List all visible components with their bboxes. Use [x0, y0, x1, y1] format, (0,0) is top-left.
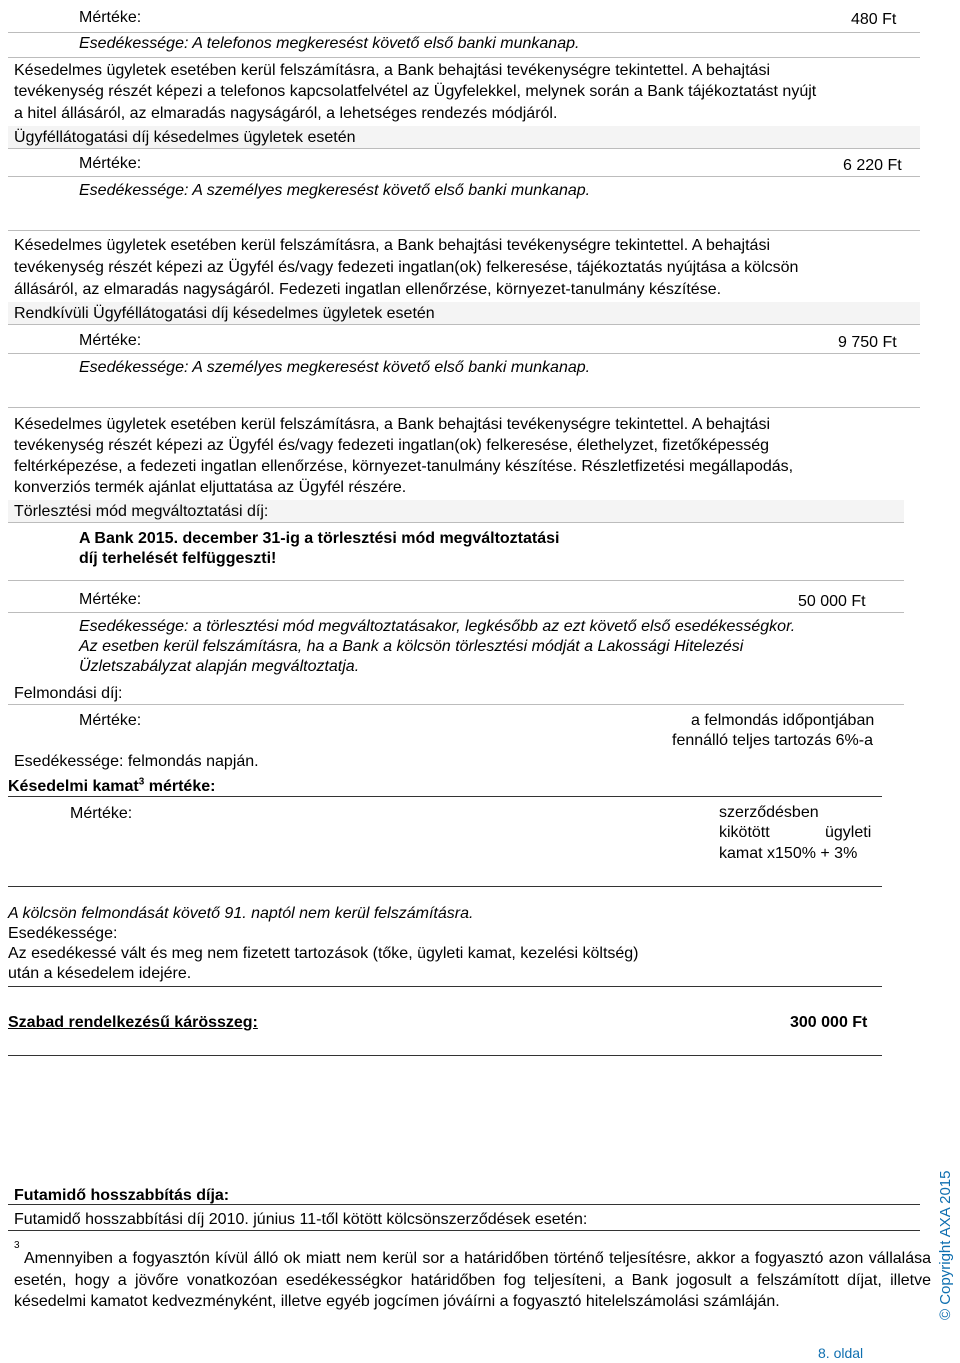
desc-line: állásáról, az elmaradás nagyságáról. Fedezeti ingatlan ellenőrzése, környezet-tanulmány készítése.: [14, 281, 722, 298]
merteke-label: Mértéke:: [79, 332, 142, 349]
footnote-mark: 3: [14, 1240, 20, 1251]
rule: [8, 986, 882, 987]
amount-line: kamat x150% + 3%: [719, 845, 858, 862]
amount-line: a felmondás időpontjában: [691, 712, 875, 729]
desc-line: Késedelmes ügyletek esetében kerül felszámításra, a Bank behajtási tevékenységre tekintettel. A behajtási: [14, 416, 770, 433]
copyright-text: © Copyright AXA 2015: [937, 1170, 954, 1320]
desc-line: a hitel állásáról, az elmaradás nagyságáról, a lehetséges rendezés módjáról.: [14, 105, 558, 122]
due-text: Esedékessége: A telefonos megkeresést követő első banki munkanap.: [79, 35, 580, 52]
merteke-label: Mértéke:: [79, 9, 142, 26]
due-text: Esedékessége: A személyes megkeresést követő első banki munkanap.: [79, 182, 591, 199]
footnote-ref: 3: [138, 776, 145, 788]
section-title: Ügyféllátogatási díj késedelmes ügyletek esetén: [14, 129, 356, 146]
amount-line: kikötött: [719, 824, 770, 841]
footnote-text: Amennyiben a fogyasztón kívül álló ok miatt nem kerül sor a határidőben történő teljesítésre, akkor a fogyasztó azon vállalása esetén, hogy a jövőre vonatkozóan esedékességkor határidőben fog teljesíteni, a Bank jogosult a felszámított díjat, illetve késedelmi kamatot kedvezményként, illetve egyéb jogcímen jóváírni a fogyasztó hitelelszámolási számláján.: [14, 1250, 931, 1310]
section-subtitle: Futamidő hosszabbítási díj 2010. június 11-től kötött kölcsönszerződések esetén:: [14, 1211, 588, 1228]
due-text: Esedékessége: felmondás napján.: [14, 753, 259, 770]
rule: [8, 612, 904, 613]
merteke-label: Mértéke:: [79, 155, 142, 172]
section-title: Felmondási díj:: [14, 685, 123, 702]
rule: [8, 1230, 920, 1231]
rule: [8, 324, 920, 325]
due-text: után a késedelem idejére.: [8, 965, 192, 982]
amount-line: fennálló teljes tartozás 6%-a: [672, 732, 873, 749]
notice-line: A Bank 2015. december 31-ig a törlesztési mód megváltoztatási: [79, 530, 560, 547]
section-title: Törlesztési mód megváltoztatási díj:: [14, 503, 269, 520]
due-text: Az esetben kerül felszámításra, ha a Bank a kölcsön törlesztési módját a Lakossági Hitelezési: [79, 638, 744, 655]
section-title: Rendkívüli Ügyféllátogatási díj késedelmes ügyletek esetén: [14, 305, 435, 322]
desc-line: tevékenység részét képezi az Ügyfél és/vagy fedezeti ingatlan(ok) felkeresése, élethelyzet, fizetőképesség: [14, 437, 770, 454]
section-title: Futamidő hosszabbítás díja:: [14, 1187, 230, 1204]
desc-line: Késedelmes ügyletek esetében kerül felszámításra, a Bank behajtási tevékenységre tekintettel. A behajtási: [14, 62, 770, 79]
note-text: A kölcsön felmondását követő 91. naptól nem kerül felszámításra.: [8, 905, 474, 922]
section-title-text: Késedelmi kamat: [8, 778, 139, 795]
due-label: Esedékessége:: [8, 925, 118, 942]
rule: [8, 230, 920, 231]
amount: 50 000 Ft: [798, 593, 866, 610]
due-text: Esedékessége: A személyes megkeresést követő első banki munkanap.: [79, 359, 591, 376]
due-text: Üzletszabályzat alapján megváltoztatja.: [79, 658, 360, 675]
notice-line: díj terhelését felfüggeszti!: [79, 550, 277, 567]
rule: [8, 522, 904, 523]
rule: [8, 176, 920, 177]
amount: 9 750 Ft: [838, 334, 897, 351]
section-title: Szabad rendelkezésű kárösszeg:: [8, 1014, 258, 1031]
merteke-label: Mértéke:: [70, 805, 133, 822]
amount: 300 000 Ft: [790, 1014, 868, 1031]
rule: [8, 1204, 920, 1205]
amount-line: ügyleti: [825, 824, 872, 841]
rule: [8, 796, 882, 797]
desc-line: tevékenység részét képezi az Ügyfél és/vagy fedezeti ingatlan(ok) felkeresése, tájékoztatás nyújtása a kölcsön: [14, 259, 799, 276]
merteke-label: Mértéke:: [79, 591, 142, 608]
rule: [8, 580, 904, 581]
rule: [8, 353, 920, 354]
amount: 6 220 Ft: [843, 157, 902, 174]
amount-line: szerződésben: [719, 804, 819, 821]
due-text: Esedékessége: a törlesztési mód megváltoztatásakor, legkésőbb az ezt követő első esedékességkor.: [79, 618, 796, 635]
section-title-text: mértéke:: [144, 778, 216, 795]
rule: [8, 32, 920, 33]
desc-line: konverziós termék ajánlat eljuttatása az Ügyfél részére.: [14, 479, 407, 496]
rule: [8, 1055, 882, 1056]
section-title: [8, 777, 215, 797]
page-number: 8. oldal: [818, 1345, 864, 1361]
rule: [8, 407, 920, 408]
rule: [8, 704, 904, 705]
due-text: Az esedékessé vált és meg nem fizetett tartozások (tőke, ügyleti kamat, kezelési költség): [8, 945, 639, 962]
amount: 480 Ft: [851, 11, 897, 28]
desc-line: tevékenység részét képezi a telefonos kapcsolatfelvétel az Ügyfelekkel, melynek során a Bank tájékoztatást nyújt: [14, 83, 817, 100]
rule: [8, 886, 882, 887]
merteke-label: Mértéke:: [79, 712, 142, 729]
copyright-mark: [918, 1170, 960, 1320]
desc-line: feltérképezése, a fedezeti ingatlan ellenőrzése, környezet-tanulmány készítése. Részletfizetési megállapodás,: [14, 458, 794, 475]
rule: [8, 148, 920, 149]
rule: [8, 57, 920, 58]
desc-line: Késedelmes ügyletek esetében kerül felszámításra, a Bank behajtási tevékenységre tekintettel. A behajtási: [14, 237, 770, 254]
